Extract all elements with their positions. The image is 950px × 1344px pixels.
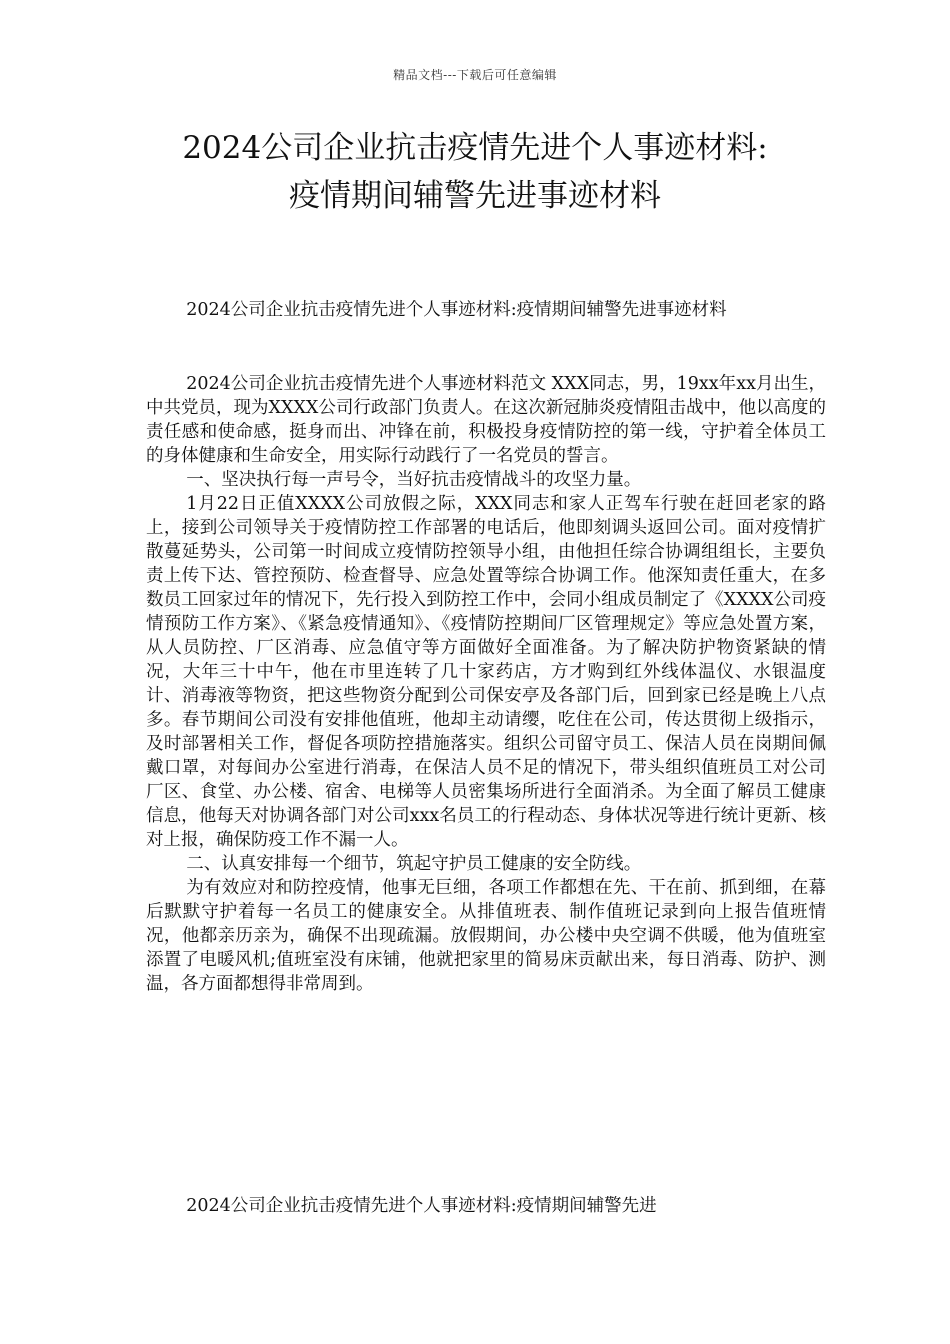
tail-heading-block	[146, 1194, 826, 1218]
document-title	[110, 124, 840, 220]
main-body	[146, 372, 826, 996]
header-note: 精品文档---下载后可任意编辑	[393, 68, 557, 82]
section-heading-1: 一、坚决执行每一声号令，当好抗击疫情战斗的攻坚力量。	[186, 470, 642, 490]
intro-heading: 2024公司企业抗击疫情先进个人事迹材料:疫情期间辅警先进事迹材料	[186, 300, 727, 320]
intro-heading-block	[146, 298, 826, 322]
title-line-2: 疫情期间辅警先进事迹材料	[289, 178, 661, 214]
title-line-1: 2024公司企业抗击疫情先进个人事迹材料:	[182, 130, 768, 166]
paragraph-section-1: 1月22日正值XXXX公司放假之际，XXX同志和家人正驾车行驶在赶回老家的路上，接到公司领导关于疫情防控工作部署的电话后，他即刻调头返回公司。面对疫情扩散蔓延势头，公司第一时间成立疫情防控领导小组，由他担任综合协调组组长，主要负责上传下达、管控预防、检查督导、应急处置等综合协调工作。他深知责任重大，在多数员工回家过年的情况下，先行投入到防控工作中，会同小组成员制定了《XXXX公司疫情预防工作方案》、《紧急疫情通知》、《疫情防控期间厂区管理规定》等应急处置方案，从人员防控、厂区消毒、应急值守等方面做好全面准备。为了解决防护物资紧缺的情况，大年三十中午，他在市里连转了几十家药店，方才购到红外线体温仪、水银温度计、消毒液等物资，把这些物资分配到公司保安亭及各部门后，回到家已经是晚上八点多。春节期间公司没有安排他值班，他却主动请缨，吃住在公司，传达贯彻上级指示，及时部署相关工作，督促各项防控措施落实。组织公司留守员工、保洁人员在岗期间佩戴口罩，对每间办公室进行消毒，在保洁人员不足的情况下，带头组织值班员工对公司厂区、食堂、办公楼、宿舍、电梯等人员密集场所进行全面消杀。为全面了解员工健康信息，他每天对协调各部门对公司xxx名员工的行程动态、身体状况等进行统计更新、核对上报，确保防疫工作不漏一人。	[146, 494, 826, 850]
paragraph-intro: 2024公司企业抗击疫情先进个人事迹材料范文 XXX同志，男，19xx年xx月出生，中共党员，现为XXXX公司行政部门负责人。在这次新冠肺炎疫情阻击战中，他以高度的责任感和使命感，挺身而出、冲锋在前，积极投身疫情防控的第一线，守护着全体员工的身体健康和生命安全，用实际行动践行了一名党员的誓言。	[146, 374, 826, 466]
tail-heading: 2024公司企业抗击疫情先进个人事迹材料:疫情期间辅警先进	[186, 1196, 657, 1216]
paragraph-section-2: 为有效应对和防控疫情，他事无巨细，各项工作都想在先、干在前、抓到细，在幕后默默守护着每一名员工的健康安全。从排值班表、制作值班记录到向上报告值班情况，他都亲历亲为，确保不出现疏漏。放假期间，办公楼中央空调不供暖，他为值班室添置了电暖风机;值班室没有床铺，他就把家里的简易床贡献出来，每日消毒、防护、测温，各方面都想得非常周到。	[146, 878, 826, 994]
section-heading-2: 二、认真安排每一个细节，筑起守护员工健康的安全防线。	[186, 854, 642, 874]
